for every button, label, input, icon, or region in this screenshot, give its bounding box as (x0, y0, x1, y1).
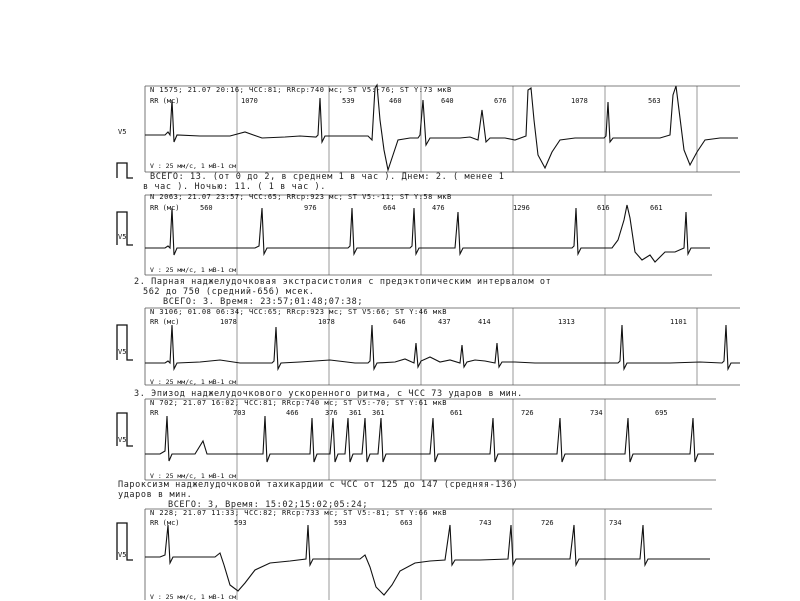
caption-2-line-1: 2. Парная наджелудочковая экстрасистолия с предэктопическим интервалом от (134, 277, 552, 287)
caption-4-line-3: ВСЕГО: 3, Время: 15:02;15:02;05:24; (168, 500, 369, 510)
caption-2-line-3: ВСЕГО: 3. Время: 23:57;01:48;07:38; (163, 297, 364, 307)
lead-label: V5 (118, 348, 127, 356)
rr-value: 743 (479, 519, 492, 527)
rr-value: 695 (655, 409, 668, 417)
strip-footer: V : 25 мм/с, 1 мВ-1 см (150, 378, 237, 386)
rr-value: 663 (400, 519, 413, 527)
ecg-strip-4 (0, 396, 800, 484)
rr-value: 460 (389, 97, 402, 105)
rr-value: 1070 (241, 97, 258, 105)
rr-label: RR (мс) (150, 97, 180, 105)
rr-value: 593 (234, 519, 247, 527)
rr-value: 476 (432, 204, 445, 212)
rr-label: RR (мс) (150, 318, 180, 326)
rr-value: 726 (521, 409, 534, 417)
rr-label: RR (150, 409, 159, 417)
rr-value: 664 (383, 204, 396, 212)
ecg-strip-5 (0, 505, 800, 600)
rr-value: 1078 (220, 318, 237, 326)
caption-3-line-1: 3. Эпизод наджелудочкового ускоренного ритма, с ЧСС 73 ударов в мин. (134, 389, 523, 399)
rr-value: 646 (393, 318, 406, 326)
ecg-strip-1 (0, 80, 800, 180)
rr-value: 726 (541, 519, 554, 527)
strip-footer: V : 25 мм/с, 1 мВ-1 см (150, 472, 237, 480)
rr-value: 1296 (513, 204, 530, 212)
caption-1-line-2: в час ). Ночью: 11. ( 1 в час ). (143, 182, 326, 192)
strip-footer: V : 25 мм/с, 1 мВ-1 см (150, 593, 237, 601)
rr-value: 976 (304, 204, 317, 212)
caption-4-line-2: ударов в мин. (118, 490, 193, 500)
lead-label: V5 (118, 551, 127, 559)
rr-value: 703 (233, 409, 246, 417)
rr-label: RR (мс) (150, 519, 180, 527)
rr-value: 437 (438, 318, 451, 326)
rr-value: 376 (325, 409, 338, 417)
caption-2-line-2: 562 до 750 (средний-656) мсек. (143, 287, 315, 297)
rr-value: 563 (648, 97, 661, 105)
rr-value: 1078 (318, 318, 335, 326)
ecg-strip-2 (0, 190, 800, 280)
rr-value: 560 (200, 204, 213, 212)
rr-value: 539 (342, 97, 355, 105)
ecg-strip-3 (0, 305, 800, 390)
lead-label: V5 (118, 436, 127, 444)
rr-value: 734 (609, 519, 622, 527)
strip-footer: V : 25 мм/с, 1 мВ-1 см (150, 266, 237, 274)
strip-header: N 1575; 21.07 20:16; ЧСС:81; RRср:740 мс; ST V5:-76; ST Y:73 мкВ (150, 86, 452, 94)
rr-value: 593 (334, 519, 347, 527)
strip-header: N 2063; 21.07 23:57; ЧСС:65; RRср:923 мс; ST V5:-11; ST Y:58 мкВ (150, 193, 452, 201)
rr-value: 1101 (670, 318, 687, 326)
rr-value: 661 (650, 204, 663, 212)
rr-value: 1313 (558, 318, 575, 326)
rr-value: 361 (349, 409, 362, 417)
rr-value: 676 (494, 97, 507, 105)
rr-value: 361 (372, 409, 385, 417)
caption-1-line-1: ВСЕГО: 13. (от 0 до 2, в среднем 1 в час ). Днем: 2. ( менее 1 (150, 172, 505, 182)
lead-label: V5 (118, 128, 127, 136)
caption-4-line-1: Пароксизм наджелудочковой тахикардии с ЧСС от 125 до 147 (средняя-136) (118, 480, 519, 490)
rr-value: 414 (478, 318, 491, 326)
strip-header: N 228; 21.07 11:33; ЧСС:82; RRср:733 мс; ST V5:-81; ST Y:66 мкВ (150, 509, 448, 517)
rr-value: 616 (597, 204, 610, 212)
strip-header: N 702; 21.07 16:02; ЧСС:81; RRср:740 мс; ST V5:-70; ST Y:61 мкВ (150, 399, 448, 407)
rr-value: 466 (286, 409, 299, 417)
rr-value: 1078 (571, 97, 588, 105)
lead-label: V5 (118, 233, 127, 241)
rr-label: RR (мс) (150, 204, 180, 212)
rr-value: 661 (450, 409, 463, 417)
rr-value: 734 (590, 409, 603, 417)
strip-footer: V : 25 мм/с, 1 мВ-1 см (150, 162, 237, 170)
strip-header: N 3106; 01.08 06:34; ЧСС:65; RRср:923 мс; ST V5:66; ST Y:46 мкВ (150, 308, 448, 316)
rr-value: 640 (441, 97, 454, 105)
